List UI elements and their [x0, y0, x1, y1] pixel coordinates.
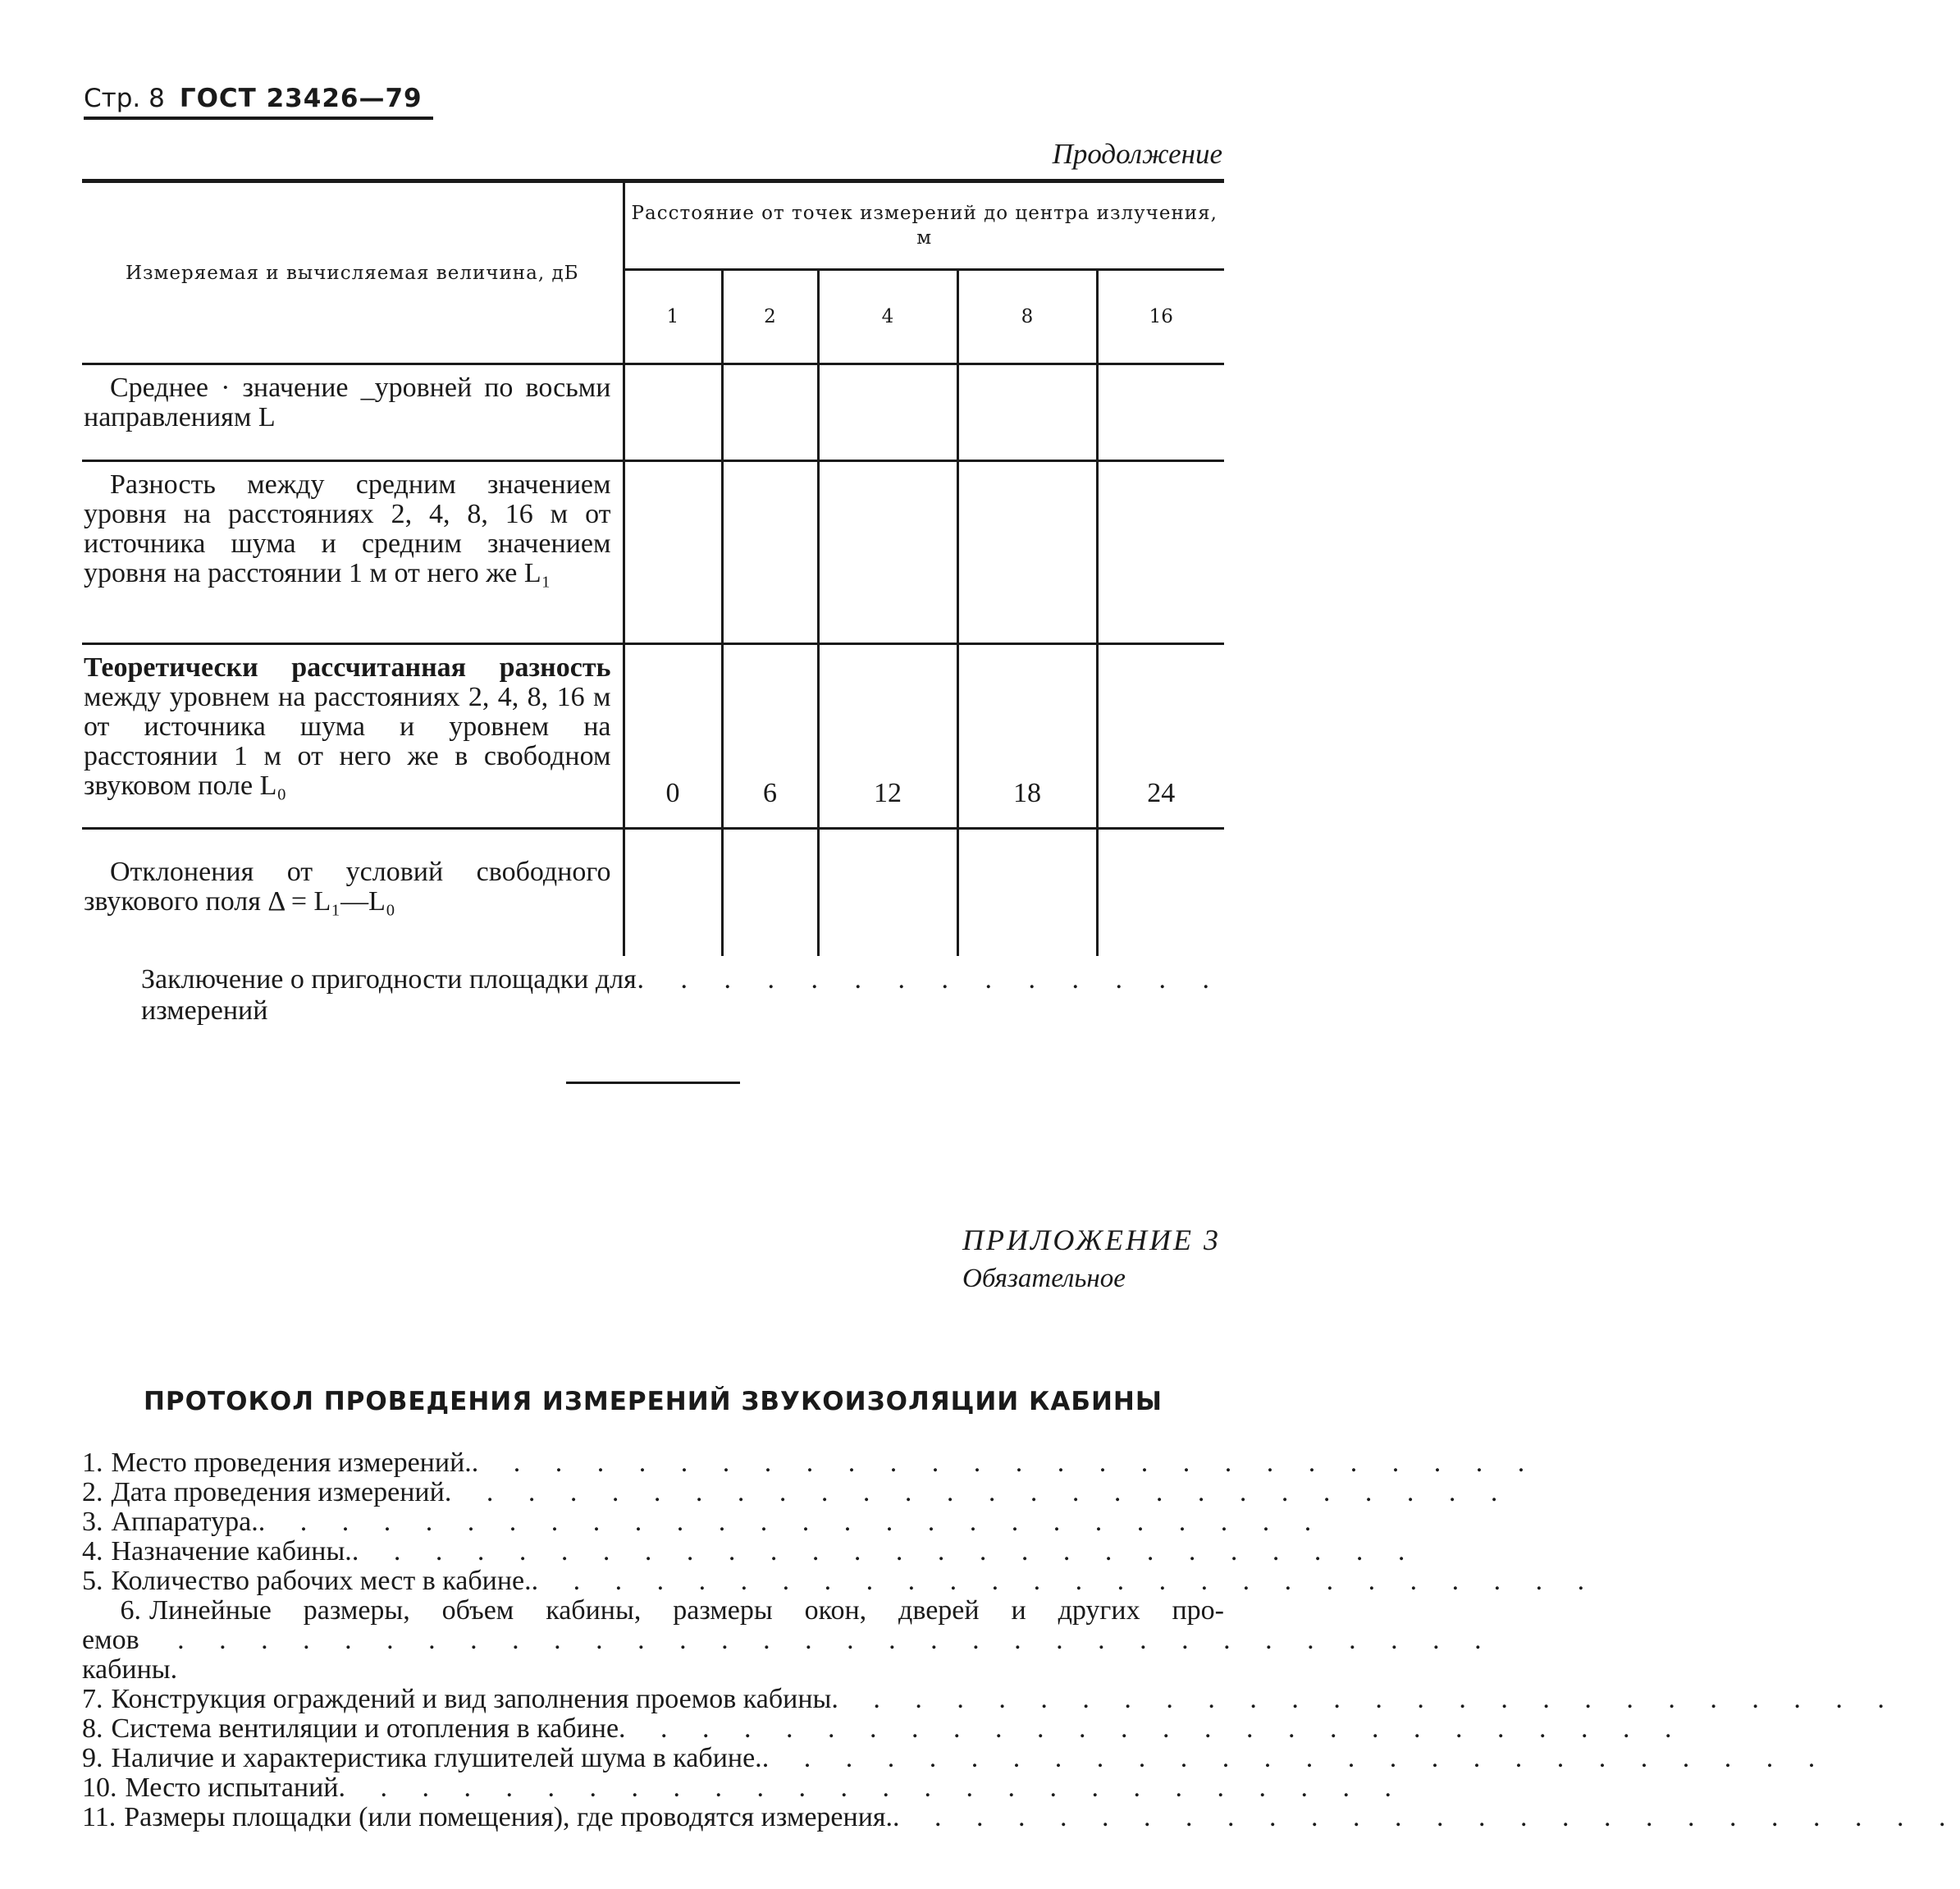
row-label: Разность между средним значением уровня на расстояниях 2, 4, 8, 16 м от источника шума и средним значением уровня на расстоянии 1 м от него же L₁: [82, 461, 624, 644]
leader-dots: . . . . . . . . . . . . . . . . . . . . . . . . . .: [619, 1713, 1686, 1744]
table-cell: [1097, 364, 1224, 461]
row-label: Среднее · значение _уровней по восьми направлениям L: [82, 364, 624, 461]
appendix-title: ПРИЛОЖЕНИЕ 3: [962, 1224, 1221, 1256]
column-header-distance: Расстояние от точек измерений до центра излучения, м: [624, 181, 1224, 270]
item-text: Конструкция ограждений и вид заполнения проемов кабины: [111, 1684, 832, 1714]
leader-dots: . . . . . . . . . . . . . . . . . . . . . . . . . .: [444, 1477, 1512, 1507]
table-cell: [722, 461, 818, 644]
table-row: [82, 461, 1224, 644]
item-text: емов кабины.: [82, 1625, 178, 1685]
table-cell: 12: [818, 644, 957, 829]
item-text: Назначение кабины.: [111, 1536, 352, 1567]
table-cell: [624, 364, 722, 461]
leader-dots: . . . . . . . . . . . . . . . . . . . . . . . . . .: [893, 1802, 1960, 1832]
table-cell: [957, 829, 1097, 956]
item-text: Система вентиляции и отопления в кабине: [111, 1713, 619, 1744]
leader-dots: . . . . . . . . . . . . . . . . . . . . . . . . . .: [831, 1684, 1898, 1714]
table-cell: [624, 461, 722, 644]
row-label: Теоретически рассчитанная разность между уровнем на расстояниях 2, 4, 8, 16 м от источника шума и уровнем на расстоянии 1 м от него же в свободном звуковом поле L₀: [82, 644, 624, 829]
measurement-table: [82, 179, 1224, 956]
column-header-quantity: Измеряемая и вычисляемая величина, дБ: [82, 181, 624, 364]
leader-dots: . . . . . . . . . . . . . . . . . . . . . . . . . .: [471, 1448, 1539, 1478]
continuation-label: Продолжение: [1052, 138, 1222, 170]
table-cell: [818, 364, 957, 461]
leader-dots: . . . . . . . . . . . . . . . . . . . . . . . . . .: [531, 1566, 1599, 1596]
table-cell: 6: [722, 644, 818, 829]
list-item: [82, 1536, 1419, 1567]
item-text: Аппаратура.: [111, 1507, 258, 1537]
table-cell: 18: [957, 644, 1097, 829]
conclusion-text: Заключение о пригодности площадки для измерений: [141, 964, 637, 1026]
table-cell: 24: [1097, 644, 1224, 829]
page-number: Стр. 8: [84, 84, 165, 113]
conclusion-line: [141, 964, 1224, 1027]
table-cell: [722, 829, 818, 956]
item-number: 6.: [120, 1595, 141, 1626]
table-row: [82, 644, 1224, 829]
list-item: [82, 1507, 1326, 1537]
list-item: [82, 1448, 1539, 1478]
item-number: 2.: [82, 1477, 103, 1507]
table-cell: [957, 364, 1097, 461]
leader-dots: . . . . . . . . . . . . . . . . . . . . . . . . . .: [258, 1507, 1326, 1537]
list-item: [82, 1684, 1898, 1714]
protocol-title: ПРОТОКОЛ ПРОВЕДЕНИЯ ИЗМЕРЕНИЙ ЗВУКОИЗОЛЯЦИИ КАБИНЫ: [143, 1387, 1163, 1416]
item-number: 3.: [82, 1507, 103, 1537]
list-item: [82, 1566, 1599, 1596]
table-row: [82, 829, 1224, 956]
item-number: 10.: [82, 1772, 117, 1803]
item-number: 7.: [82, 1684, 103, 1714]
appendix-subtitle: Обязательное: [962, 1264, 1126, 1293]
list-item: [82, 1713, 1686, 1744]
appendix-heading: [962, 1223, 1221, 1294]
item-number: 11.: [82, 1802, 117, 1832]
leader-dots: . . . . . . . . . . . . . .: [637, 964, 1224, 995]
leader-dots: . . . . . . . . . . . . . . . . . . . . . . . . . .: [351, 1536, 1419, 1567]
table-row: [82, 364, 1224, 461]
item-text: Место проведения измерений.: [111, 1448, 472, 1478]
item-text: Место испытаний: [125, 1772, 339, 1803]
list-item: [82, 1477, 1512, 1507]
item-text: Наличие и характеристика глушителей шума в кабине.: [111, 1743, 762, 1773]
list-item: [82, 1743, 1830, 1773]
divider: [566, 1082, 740, 1084]
page-header: [84, 67, 433, 120]
table-cell: [957, 461, 1097, 644]
leader-dots: . . . . . . . . . . . . . . . . . . . . . . . . . . . . . . . .: [177, 1625, 1496, 1655]
list-item: [82, 1596, 1224, 1626]
item-number: 1.: [82, 1448, 103, 1478]
item-text: Дата проведения измерений: [111, 1477, 445, 1507]
distance-header: 16: [1097, 270, 1224, 364]
item-number: 5.: [82, 1566, 103, 1596]
protocol-list: [82, 1448, 1960, 1832]
list-item: [82, 1802, 1960, 1832]
table-cell: [818, 461, 957, 644]
item-number: 9.: [82, 1743, 103, 1773]
distance-header: 8: [957, 270, 1097, 364]
item-number: 8.: [82, 1713, 103, 1744]
standard-number: ГОСТ 23426—79: [179, 84, 423, 113]
list-item-continuation: [82, 1625, 1496, 1685]
table-cell: 0: [624, 644, 722, 829]
leader-dots: . . . . . . . . . . . . . . . . . . . . . . . . . .: [338, 1772, 1405, 1803]
distance-header: 1: [624, 270, 722, 364]
distance-header: 2: [722, 270, 818, 364]
row-label: Отклонения от условий свободного звукового поля Δ = L₁—L₀: [82, 829, 624, 956]
distance-header: 4: [818, 270, 957, 364]
table-cell: [722, 364, 818, 461]
item-text: Размеры площадки (или помещения), где проводятся измерения.: [124, 1802, 893, 1832]
item-text: Количество рабочих мест в кабине.: [111, 1566, 532, 1596]
list-item: [82, 1772, 1405, 1803]
table-cell: [818, 829, 957, 956]
table-cell: [1097, 829, 1224, 956]
table-cell: [624, 829, 722, 956]
item-number: 4.: [82, 1536, 103, 1567]
table-cell: [1097, 461, 1224, 644]
leader-dots: . . . . . . . . . . . . . . . . . . . . . . . . . .: [761, 1743, 1830, 1773]
item-text: Линейные размеры, объем кабины, размеры окон, дверей и других про-: [149, 1595, 1224, 1626]
